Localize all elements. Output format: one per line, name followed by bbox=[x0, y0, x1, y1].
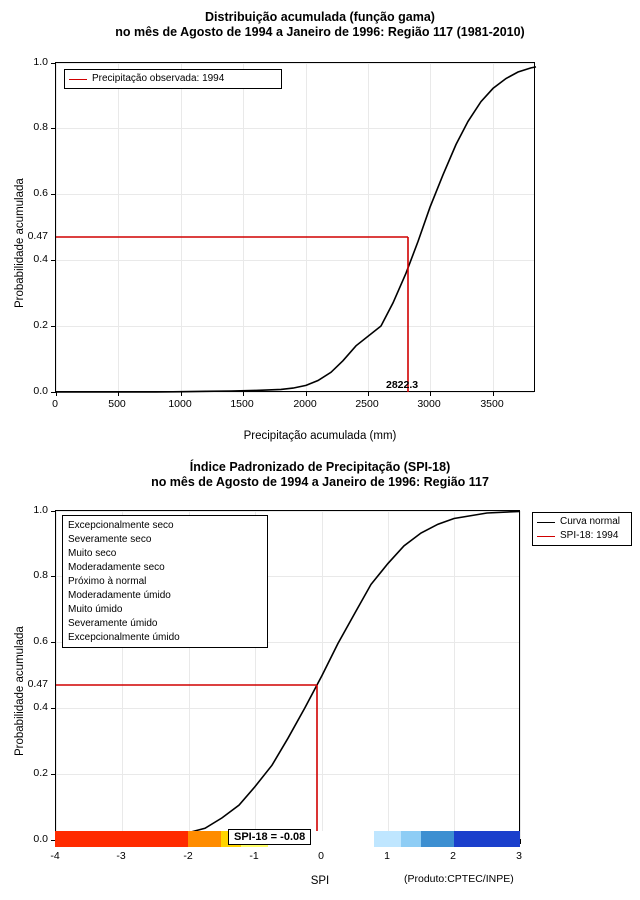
top-xtick-label-5: 2500 bbox=[355, 398, 379, 410]
legend-label: Próximo à normal bbox=[68, 576, 147, 587]
series-legend-label: SPI-18: 1994 bbox=[560, 530, 619, 541]
bottom-xtick-label-7: 3 bbox=[516, 850, 522, 862]
top-xtick-label-6: 3000 bbox=[417, 398, 441, 410]
spi-chart-panel bbox=[0, 450, 640, 900]
top-legend-label: Precipitação observada: 1994 bbox=[92, 73, 225, 84]
bottom-probability-label: 0.47 bbox=[27, 678, 48, 690]
bottom-title-line-1: Índice Padronizado de Precipitação (SPI-18) bbox=[189, 460, 451, 474]
bottom-ytick-label-1: 0.2 bbox=[33, 767, 48, 779]
band-severamente-seco bbox=[188, 831, 221, 847]
legend-item bbox=[68, 590, 262, 601]
top-xaxis-title: Precipitação acumulada (mm) bbox=[243, 430, 397, 442]
top-probability-label: 0.47 bbox=[27, 230, 48, 242]
red-line-icon bbox=[537, 536, 555, 537]
legend-label: Moderadamente úmido bbox=[68, 590, 171, 601]
band-severamente-umido bbox=[421, 831, 454, 847]
top-xtick-label-4: 2000 bbox=[293, 398, 317, 410]
legend-label: Muito seco bbox=[68, 548, 117, 559]
top-ytick-label-2: 0.4 bbox=[33, 253, 48, 265]
top-xtick-label-2: 1000 bbox=[168, 398, 192, 410]
bottom-chart-title bbox=[0, 460, 640, 490]
legend-label: Muito úmido bbox=[68, 604, 123, 615]
top-title-line-2: no mês de Agosto de 1994 a Janeiro de 1996: Região 117 (1981-2010) bbox=[115, 25, 525, 39]
legend-item bbox=[68, 534, 262, 545]
top-xtick-label-0: 0 bbox=[52, 398, 58, 410]
top-yaxis-title: Probabilidade acumulada bbox=[14, 178, 26, 308]
legend-item bbox=[68, 548, 262, 559]
spi-value-box: SPI-18 = -0.08 bbox=[228, 829, 311, 845]
top-ytick-label-4: 0.8 bbox=[33, 121, 48, 133]
black-line-icon bbox=[537, 522, 555, 523]
bottom-xtick-label-1: -3 bbox=[116, 850, 126, 862]
product-credit: (Produto:CPTEC/INPE) bbox=[404, 873, 514, 885]
band-moderadamente-umido bbox=[374, 831, 401, 847]
series-legend-item bbox=[537, 530, 626, 542]
legend-label: Moderadamente seco bbox=[68, 562, 165, 573]
spi-category-legend bbox=[62, 515, 268, 648]
bottom-ytick-label-0: 0.0 bbox=[33, 833, 48, 845]
legend-item bbox=[68, 576, 262, 587]
gamma-cdf-curve bbox=[56, 67, 536, 392]
bottom-title-line-2: no mês de Agosto de 1994 a Janeiro de 1996: Região 117 bbox=[151, 475, 489, 489]
bottom-yaxis-title: Probabilidade acumulada bbox=[14, 626, 26, 756]
bottom-ytick-label-5: 1.0 bbox=[33, 504, 48, 516]
bottom-ytick-label-3: 0.6 bbox=[33, 635, 48, 647]
legend-label: Excepcionalmente seco bbox=[68, 520, 174, 531]
legend-label: Severamente seco bbox=[68, 534, 152, 545]
top-ytick-label-5: 1.0 bbox=[33, 56, 48, 68]
top-plot-area bbox=[55, 62, 535, 392]
bottom-xtick-label-6: 2 bbox=[450, 850, 456, 862]
top-chart-title bbox=[0, 10, 640, 40]
top-legend bbox=[64, 69, 282, 89]
top-ytick-label-3: 0.6 bbox=[33, 187, 48, 199]
band-excepcionalmente-umido bbox=[454, 831, 520, 847]
red-line-icon bbox=[69, 79, 87, 80]
band-excepcionalmente-seco bbox=[55, 831, 188, 847]
series-legend-label: Curva normal bbox=[560, 516, 621, 527]
bottom-xtick-label-5: 1 bbox=[384, 850, 390, 862]
legend-item bbox=[68, 520, 262, 531]
series-legend-item bbox=[537, 516, 626, 527]
legend-item bbox=[68, 618, 262, 629]
top-ytick-label-1: 0.2 bbox=[33, 319, 48, 331]
top-ytick-label-0: 0.0 bbox=[33, 385, 48, 397]
observed-value-label: 2822.3 bbox=[386, 379, 419, 391]
top-xtick-label-3: 1500 bbox=[230, 398, 254, 410]
bottom-ytick-label-4: 0.8 bbox=[33, 569, 48, 581]
legend-item bbox=[68, 632, 262, 643]
legend-item bbox=[68, 604, 262, 615]
bottom-ytick-label-2: 0.4 bbox=[33, 701, 48, 713]
bottom-plot-area bbox=[55, 510, 520, 840]
bottom-xtick-label-3: -1 bbox=[249, 850, 259, 862]
bottom-xtick-label-2: -2 bbox=[183, 850, 193, 862]
top-curve-svg bbox=[56, 63, 536, 393]
top-title-line-1: Distribuição acumulada (função gama) bbox=[205, 10, 435, 24]
bottom-xaxis-title: SPI bbox=[310, 875, 330, 887]
legend-label: Excepcionalmente úmido bbox=[68, 632, 180, 643]
bottom-xtick-label-0: -4 bbox=[50, 850, 60, 862]
legend-label: Severamente úmido bbox=[68, 618, 158, 629]
bottom-xtick-label-4: 0 bbox=[318, 850, 324, 862]
top-xtick-label-1: 500 bbox=[108, 398, 126, 410]
bottom-series-legend bbox=[532, 512, 632, 546]
top-legend-row bbox=[69, 73, 276, 85]
band-muito-umido bbox=[401, 831, 421, 847]
top-xtick-label-7: 3500 bbox=[480, 398, 504, 410]
legend-item bbox=[68, 562, 262, 573]
